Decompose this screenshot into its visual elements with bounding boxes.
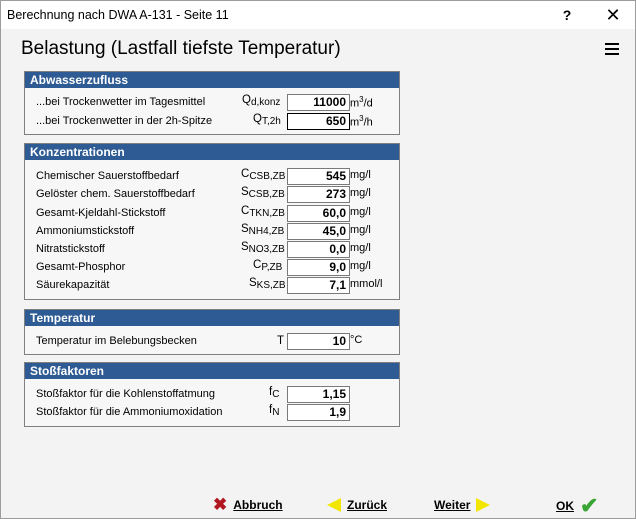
zurueck-label: Zurück: [347, 498, 388, 512]
row-qt-2h: [25, 113, 399, 130]
row-symbol: $C_{CSB,ZB}$: [241, 168, 286, 182]
row-label: Säurekapazität: [36, 279, 110, 291]
abbruch-button[interactable]: [213, 495, 283, 514]
c-p-input[interactable]: 9,0: [287, 259, 350, 276]
group-header: Abwasserzufluss: [25, 72, 399, 88]
row-unit: $m^3/d$: [350, 95, 373, 110]
row-fc: [25, 386, 399, 403]
row-symbol: $C_{P,ZB}$: [253, 259, 283, 273]
group-konzentrationen: [24, 143, 400, 300]
row-fn: [25, 404, 399, 421]
row-symbol: $S_{KS,ZB}$: [249, 277, 286, 291]
row-temperatur: [25, 333, 399, 350]
row-c-tkn: [25, 205, 399, 222]
ok-button[interactable]: [556, 493, 599, 518]
close-button[interactable]: ✕: [605, 5, 621, 25]
c-csb-input[interactable]: 545: [287, 168, 350, 185]
row-unit: mg/l: [350, 187, 371, 199]
weiter-label: Weiter: [434, 498, 471, 512]
s-no3-input[interactable]: 0,0: [287, 241, 350, 258]
fc-input[interactable]: 1,15: [287, 386, 350, 403]
weiter-button[interactable]: [434, 498, 490, 512]
row-qd-konz: [25, 94, 399, 111]
group-abwasserzufluss: [24, 71, 400, 135]
zurueck-button[interactable]: [327, 498, 387, 512]
row-s-no3: [25, 241, 399, 258]
title-bar: [1, 1, 635, 29]
c-tkn-input[interactable]: 60,0: [287, 205, 350, 222]
row-label: Gelöster chem. Sauerstoffbedarf: [36, 188, 195, 200]
fn-input[interactable]: 1,9: [287, 404, 350, 421]
arrow-right-icon: [476, 498, 490, 512]
row-label: Gesamt-Kjeldahl-Stickstoff: [36, 207, 166, 219]
row-label: Ammoniumstickstoff: [36, 225, 135, 237]
group-header: Stoßfaktoren: [25, 363, 399, 379]
qd-konz-input[interactable]: 11000: [287, 94, 350, 111]
row-c-p: [25, 259, 399, 276]
row-unit: mg/l: [350, 169, 371, 181]
ok-label: OK: [556, 499, 574, 513]
row-unit: °C: [350, 334, 363, 346]
row-label: Temperatur im Belebungsbecken: [36, 335, 197, 347]
row-s-nh4: [25, 223, 399, 240]
row-label: Nitratstickstoff: [36, 243, 105, 255]
row-label: Chemischer Sauerstoffbedarf: [36, 170, 179, 182]
row-s-csb: [25, 186, 399, 203]
row-symbol: $C_{TKN,ZB}$: [241, 205, 285, 219]
s-csb-input[interactable]: 273: [287, 186, 350, 203]
abbruch-label: Abbruch: [233, 498, 283, 512]
row-symbol: $S_{NH4,ZB}$: [241, 223, 285, 237]
row-label: Stoßfaktor für die Ammoniumoxidation: [36, 406, 223, 418]
row-label: ...bei Trockenwetter im Tagesmittel: [36, 96, 206, 108]
row-symbol: $S_{NO3,ZB}$: [241, 241, 285, 255]
row-unit: mg/l: [350, 242, 371, 254]
row-unit: mg/l: [350, 224, 371, 236]
row-label: Stoßfaktor für die Kohlenstoffatmung: [36, 388, 215, 400]
qt-2h-input[interactable]: 650: [287, 113, 350, 130]
group-stossfaktoren: [24, 362, 400, 427]
row-symbol: T: [277, 335, 285, 347]
s-nh4-input[interactable]: 45,0: [287, 223, 350, 240]
temperatur-input[interactable]: 10: [287, 333, 350, 350]
row-label: ...bei Trockenwetter in der 2h-Spitze: [36, 115, 213, 127]
arrow-left-icon: [327, 498, 341, 512]
row-unit: $m^3/h$: [350, 114, 373, 129]
s-ks-input[interactable]: 7,1: [287, 277, 350, 294]
row-symbol: $Q_{T,2h}$: [253, 113, 281, 127]
checkmark-icon: ✔: [580, 493, 599, 518]
row-symbol: $S_{CSB,ZB}$: [241, 186, 285, 200]
row-s-ks: [25, 277, 399, 294]
group-header: Konzentrationen: [25, 144, 399, 160]
window-title: Berechnung nach DWA A-131 - Seite 11: [7, 8, 229, 22]
group-header: Temperatur: [25, 310, 399, 326]
hamburger-menu-icon[interactable]: [605, 43, 619, 55]
row-symbol: $f_N$: [269, 404, 280, 418]
row-c-csb: [25, 168, 399, 185]
x-icon: ✖: [213, 495, 228, 514]
page-title: Belastung (Lastfall tiefste Temperatur): [21, 38, 341, 59]
row-label: Gesamt-Phosphor: [36, 261, 126, 273]
row-unit: mg/l: [350, 260, 371, 272]
row-unit: mg/l: [350, 206, 371, 218]
group-temperatur: [24, 309, 400, 355]
row-symbol: $Q_{d,konz}$: [242, 94, 281, 108]
help-button[interactable]: ?: [562, 7, 572, 23]
row-unit: mmol/l: [350, 278, 383, 290]
row-symbol: $f_C$: [269, 386, 280, 400]
